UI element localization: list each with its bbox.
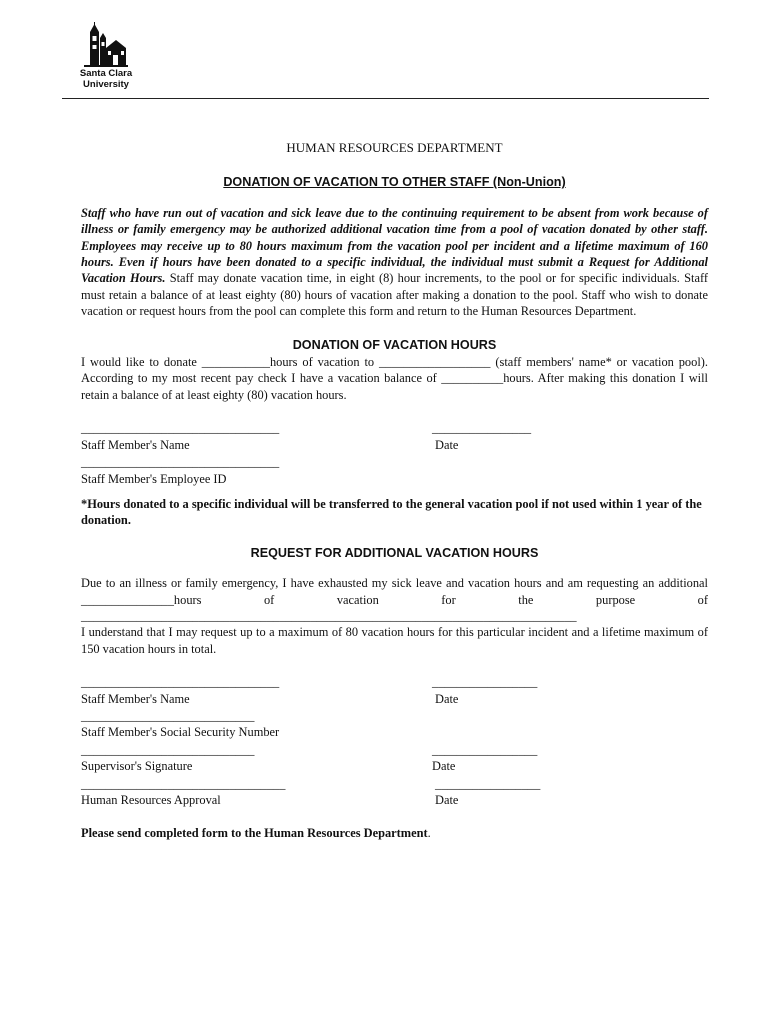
- footer-instruction: [81, 825, 708, 841]
- request-signature-row-3: [81, 776, 708, 809]
- university-logo: [76, 22, 136, 90]
- request-purpose-line[interactable]: ________________________________________________________________________________: [81, 608, 577, 623]
- intro-paragraph: [81, 205, 708, 320]
- intro-regular-text: Staff may donate vacation time, in eight (8) hour increments, to the pool or for specific individuals. Staff must retain a balance of at least eighty (80) hours of vacation after making a donation to the pool. Staff who wish to donate vacation or request hours from the pool can complete this form and return to the Human Resources Department.: [81, 271, 708, 319]
- form-title: DONATION OF VACATION TO OTHER STAFF (Non-Union): [223, 175, 566, 190]
- donor-employee-id-line[interactable]: ________________________________: [81, 455, 280, 470]
- supervisor-date-label: Date: [432, 759, 456, 774]
- supervisor-signature-line[interactable]: ____________________________: [81, 742, 255, 757]
- donor-date-line[interactable]: ________________: [432, 421, 532, 436]
- footer-instruction-text: Please send completed form to the Human Resources Department: [81, 826, 428, 841]
- mission-church-icon: [82, 22, 128, 68]
- donor-employee-id-label: Staff Member's Employee ID: [81, 471, 227, 486]
- request-signature-row-1: [81, 674, 708, 707]
- donation-note: *Hours donated to a specific individual will be transferred to the general vacation pool if not used within 1 year of the donation.: [81, 496, 702, 528]
- donor-name-line[interactable]: ________________________________: [81, 421, 280, 436]
- logo-line-2: University: [83, 79, 129, 90]
- header-divider: [62, 98, 709, 99]
- intro-bold-text: Staff who have run out of vacation and sick leave due to the continuing requirement to be absent from work because of illness or family emergency may be authorized additional vacation time from a pool of vacation donated by other staff. Employees may receive up to 80 hours maximum from the vacation pool per incident and a lifetime maximum of 160 hours. Even if hours have been donated to a specific individual, the individual must submit a Request for Additional Vacation Hours.: [81, 205, 708, 286]
- supervisor-signature-label: Supervisor's Signature: [81, 759, 193, 774]
- ssn-line[interactable]: ____________________________: [81, 708, 255, 723]
- footer-period: .: [427, 826, 431, 841]
- supervisor-date-line[interactable]: _________________: [432, 742, 538, 757]
- requester-date-line[interactable]: _________________: [432, 675, 538, 690]
- request-text-1: Due to an illness or family emergency, I have exhausted my sick leave and vacation hours and am requesting an additional _______________hours of vacation for the purpose of: [81, 576, 708, 607]
- donor-date-label: Date: [435, 437, 459, 452]
- requester-date-label: Date: [435, 691, 459, 706]
- donation-signature-row: [81, 420, 708, 453]
- requester-name-label: Staff Member's Name: [81, 691, 190, 706]
- requester-name-line[interactable]: ________________________________: [81, 675, 280, 690]
- department-heading: HUMAN RESOURCES DEPARTMENT: [286, 140, 503, 155]
- hr-approval-line[interactable]: _________________________________: [81, 776, 286, 791]
- form-body: [81, 140, 708, 842]
- donation-heading: DONATION OF VACATION HOURS: [292, 337, 497, 352]
- hr-date-line[interactable]: _________________: [435, 776, 541, 791]
- request-text-2: I understand that I may request up to a maximum of 80 vacation hours for this particular incident and a lifetime maximum of 150 vacation hours in total.: [81, 625, 708, 656]
- donation-text: I would like to donate ___________hours of vacation to __________________ (staff members' name* or vacation pool). According to my most recent pay check I have a vacation balance of __________hours. After making this donation I will retain a balance of at least eighty (80) vacation hours.: [81, 355, 708, 402]
- request-signature-row-2: [81, 742, 708, 775]
- hr-approval-label: Human Resources Approval: [81, 793, 221, 807]
- donor-name-label: Staff Member's Name: [81, 437, 190, 452]
- logo-line-1: Santa Clara: [79, 68, 133, 79]
- hr-date-label: Date: [435, 793, 459, 807]
- request-heading: REQUEST FOR ADDITIONAL VACATION HOURS: [250, 545, 539, 560]
- ssn-label: Staff Member's Social Security Number: [81, 725, 280, 740]
